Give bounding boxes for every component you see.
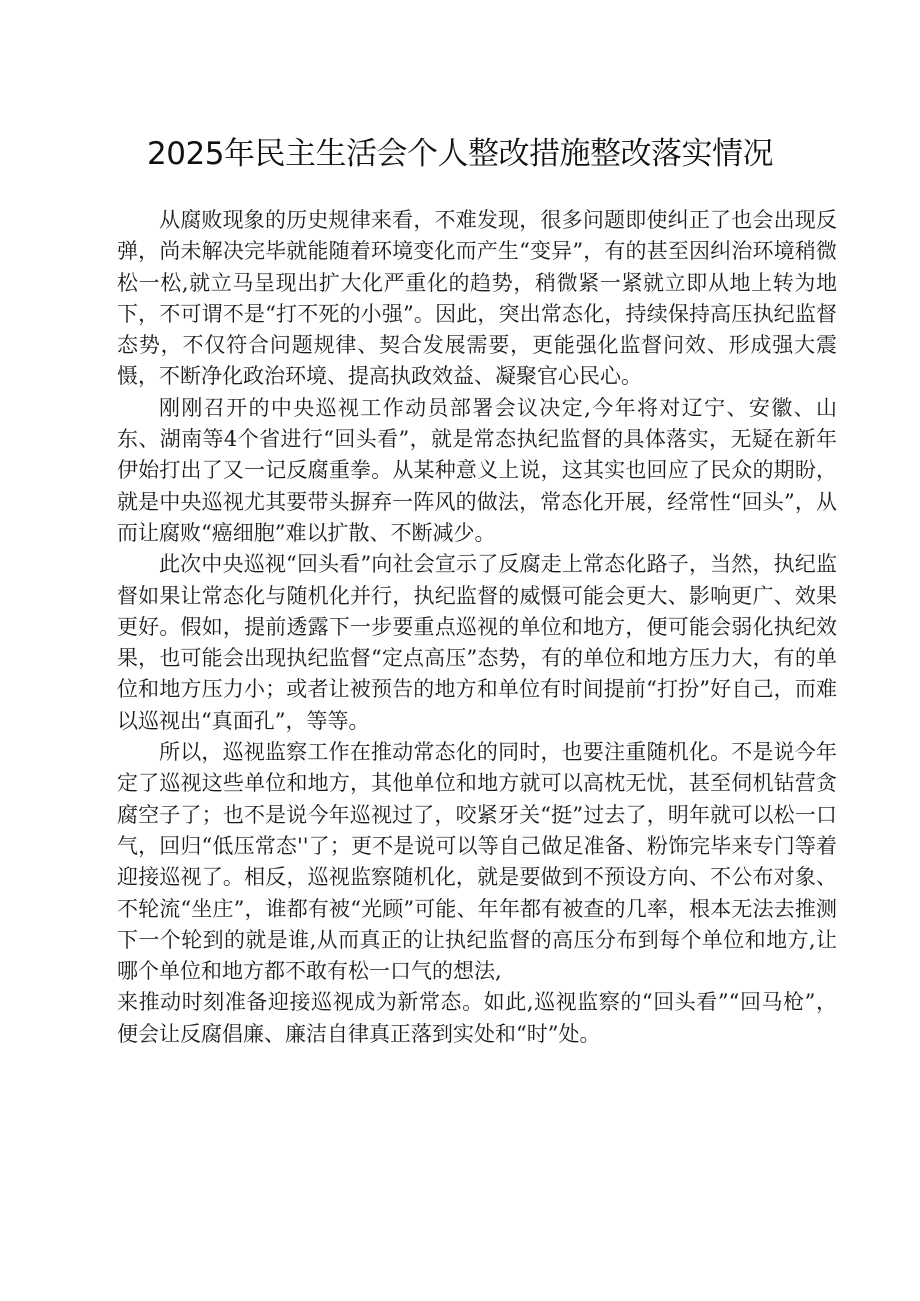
paragraph-1: 从腐败现象的历史规律来看，不难发现，很多问题即使纠正了也会出现反弹，尚未解决完毕就能随着环境变化而产生“变异”，有的甚至因纠治环境稍微松一松,就立马呈现出扩大化严重化的趋势，稍微紧一紧就立即从地上转为地下，不可谓不是“打不死的小强”。因此，突出常态化，持续保持高压执纪监督态势，不仅符合问题规律、契合发展需要，更能强化监督问效、形成强大震慑，不断净化政治环境、提高执政效益、凝聚官心民心。 [117, 208, 837, 389]
document-body [117, 205, 837, 1050]
paragraph-3: 此次中央巡视“回头看”向社会宣示了反腐走上常态化路子，当然，执纪监督如果让常态化与随机化并行，执纪监督的威慑可能会更大、影响更广、效果更好。假如，提前透露下一步要重点巡视的单位和地方，便可能会弱化执纪效果，也可能会出现执纪监督“定点高压”态势，有的单位和地方压力大，有的单位和地方压力小；或者让被预告的地方和单位有时间提前“打扮”好自己，而难以巡视出“真面孔”，等等。 [117, 552, 837, 733]
paragraph-4: 所以，巡视监察工作在推动常态化的同时，也要注重随机化。不是说今年定了巡视这些单位和地方，其他单位和地方就可以高枕无忧，甚至伺机钻营贪腐空子了；也不是说今年巡视过了，咬紧牙关“挺”过去了，明年就可以松一口气，回归“低压常态''了；更不是说可以等自己做足准备、粉饰完毕来专门等着迎接巡视了。相反，巡视监察随机化，就是要做到不预设方向、不公布对象、不轮流“坐庄”，谁都有被“光顾”可能、年年都有被查的几率，根本无法去推测下一个轮到的就是谁,从而真正的让执纪监督的高压分布到每个单位和地方,让哪个单位和地方都不敢有松一口气的想法, [117, 740, 837, 984]
paragraph-2: 刚刚召开的中央巡视工作动员部署会议决定,今年将对辽宁、安徽、山东、湖南等4个省进行“回头看”，就是常态执纪监督的具体落实，无疑在新年伊始打出了又一记反腐重拳。从某种意义上说，这其实也回应了民众的期盼，就是中央巡视尤其要带头摒弃一阵风的做法，常态化开展，经常性“回头”，从而让腐败“癌细胞”难以扩散、不断减少。 [117, 395, 837, 545]
paragraph-5: 来推动时刻准备迎接巡视成为新常态。如此,巡视监察的“回头看”“回马枪”，便会让反腐倡廉、廉洁自律真正落到实处和“时”处。 [117, 990, 837, 1046]
document-title: 2025年民主生活会个人整改措施整改落实情况 [147, 136, 773, 172]
